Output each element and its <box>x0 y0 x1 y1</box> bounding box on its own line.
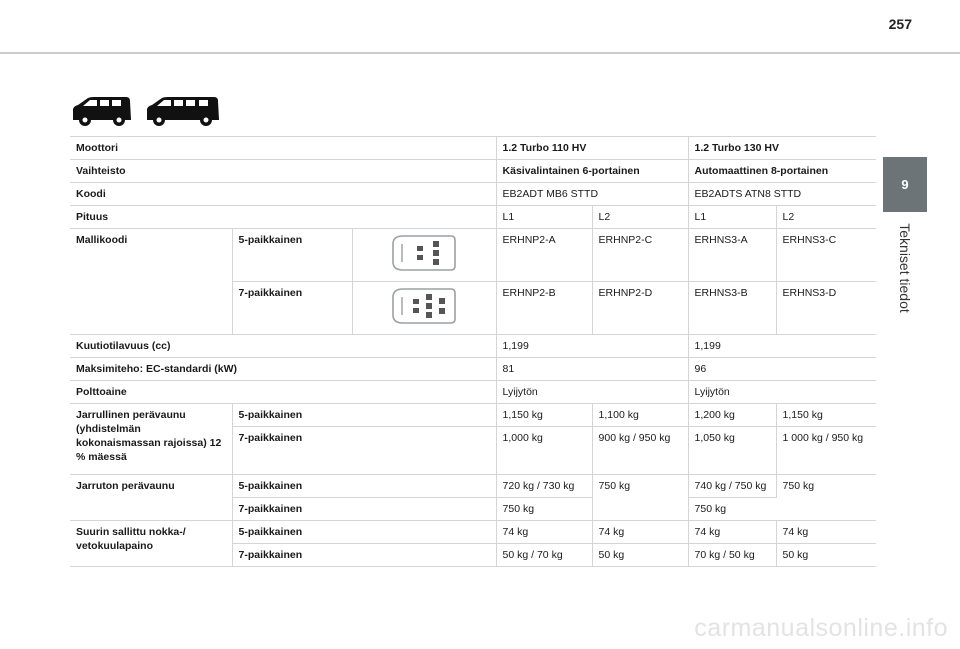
header-rule <box>0 52 960 54</box>
chapter-tab[interactable] <box>883 157 927 212</box>
row-unbraked-trailer-7: 7-paikkainen 750 kg 750 kg <box>70 498 876 521</box>
row-gearbox: Vaihteisto Käsivalintainen 6-portainen Automaattinen 8-portainen <box>70 160 876 183</box>
row-braked-trailer-7: 7-paikkainen 1,000 kg 900 kg / 950 kg 1,050 kg 1 000 kg / 950 kg <box>70 427 876 475</box>
watermark: carmanualsonline.info <box>694 614 948 642</box>
chapter-number: 9 <box>901 177 909 192</box>
vehicle-icons <box>70 95 220 128</box>
row-engine: Moottori 1.2 Turbo 110 HV 1.2 Turbo 130 HV <box>70 137 876 160</box>
seat-layout-7-icon <box>389 286 459 326</box>
row-towbar-5: Suurin sallittu nokka-/ vetokuulapaino 5-paikkainen 74 kg 74 kg 74 kg 74 kg <box>70 521 876 544</box>
row-length: Pituus L1 L2 L1 L2 <box>70 206 876 229</box>
row-model-code-5: Mallikoodi 5-paikkainen ERHNP2-A ERHNP2-C ERHNS3-A ERHNS3-C <box>70 229 876 282</box>
row-displacement: Kuutiotilavuus (cc) 1,199 1,199 <box>70 335 876 358</box>
row-unbraked-trailer-5: Jarruton perävaunu 5-paikkainen 720 kg / 730 kg 750 kg 740 kg / 750 kg 750 kg <box>70 475 876 498</box>
row-code: Koodi EB2ADT MB6 STTD EB2ADTS ATN8 STTD <box>70 183 876 206</box>
spec-table <box>70 136 876 567</box>
van-short-icon <box>73 97 131 126</box>
van-long-icon <box>147 97 219 126</box>
page-number: 257 <box>888 16 912 32</box>
row-model-code-7: 7-paikkainen ERHNP2-B ERHNP2-D ERHNS3-B ERHNS3-D <box>70 282 876 335</box>
row-fuel: Polttoaine Lyijytön Lyijytön <box>70 381 876 404</box>
row-max-power: Maksimiteho: EC-standardi (kW) 81 96 <box>70 358 876 381</box>
row-braked-trailer-5: Jarrullinen perävaunu (yhdistelmän kokonaismassan rajoissa) 12 % mäessä 5-paikkainen 1,150 kg 1,100 kg 1,200 kg 1,150 kg <box>70 404 876 427</box>
seat-layout-5-icon <box>389 233 459 273</box>
row-towbar-7: 7-paikkainen 50 kg / 70 kg 50 kg 70 kg / 50 kg 50 kg <box>70 544 876 567</box>
chapter-title: Tekniset tiedot <box>897 223 913 313</box>
